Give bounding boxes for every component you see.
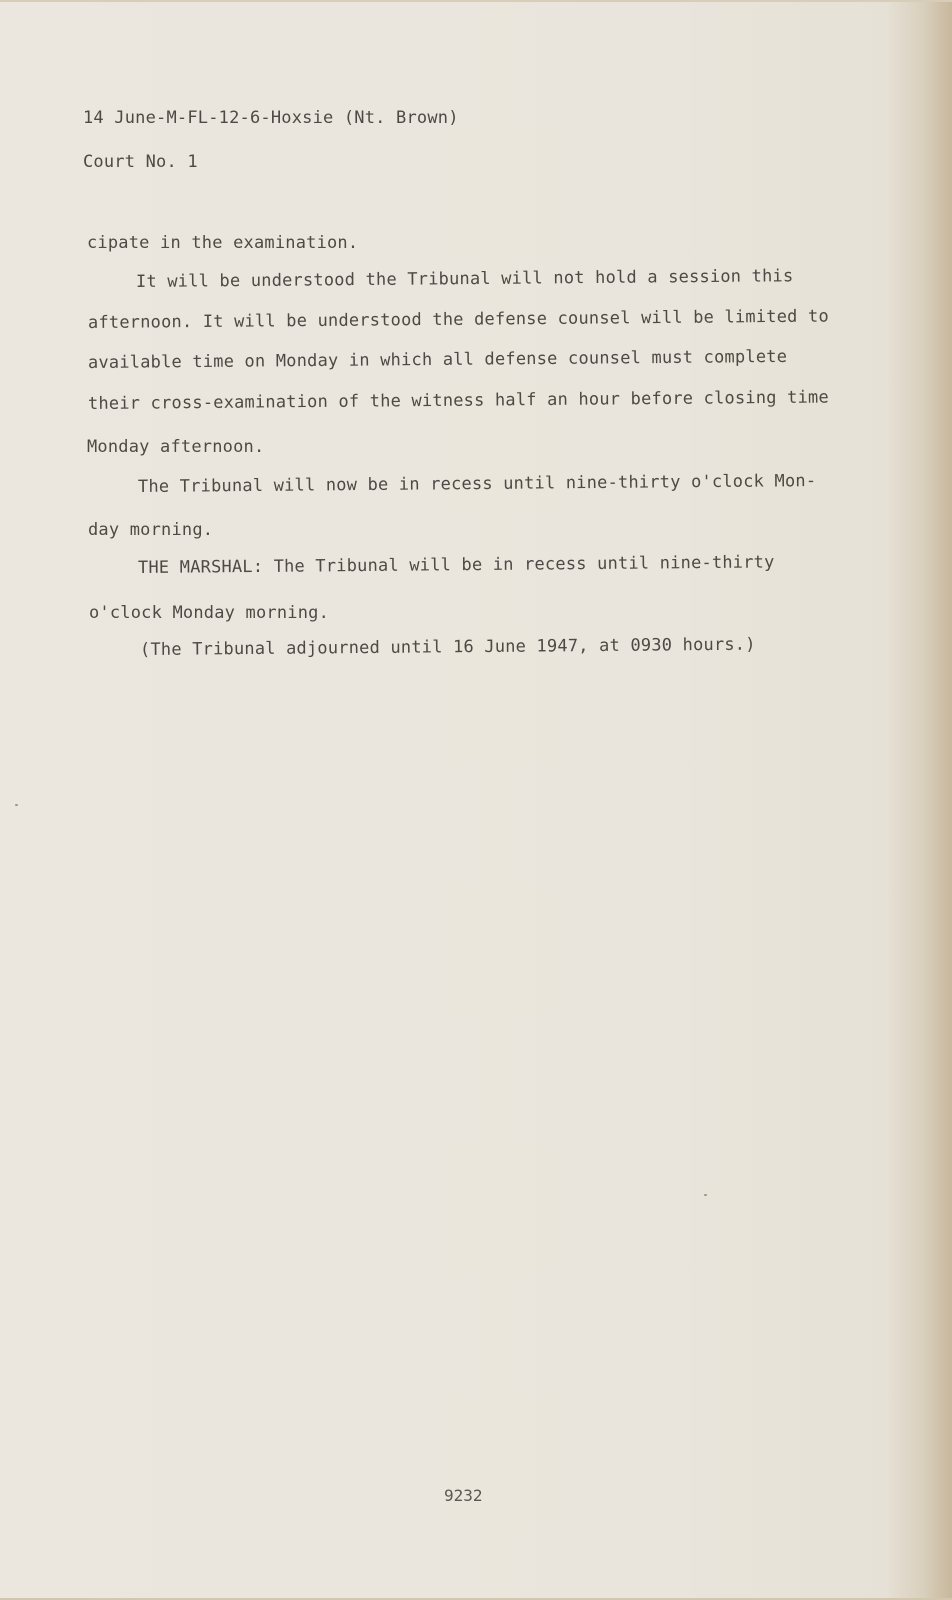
court-number: Court No. 1 [83, 152, 198, 172]
body-line: Monday afternoon. [87, 437, 265, 457]
page-number: 9232 [444, 1486, 483, 1505]
body-line: cipate in the examination. [87, 233, 359, 253]
body-line: day morning. [88, 520, 214, 540]
paper-speck [15, 804, 18, 806]
body-line: their cross-examination of the witness half an hour before closing time [87, 387, 829, 414]
adjournment-note: (The Tribunal adjourned until 16 June 1947, at 0930 hours.) [139, 634, 756, 660]
body-line: afternoon. It will be understood the defense counsel will be limited to [87, 306, 829, 333]
body-line: available time on Monday in which all defense counsel must complete [87, 346, 788, 373]
paper-speck [704, 1194, 707, 1196]
case-header: 14 June-M-FL-12-6-Hoxsie (Nt. Brown) [83, 108, 459, 128]
marshal-statement-line: THE MARSHAL: The Tribunal will be in recess until nine-thirty [137, 552, 775, 578]
body-line: It will be understood the Tribunal will not hold a session this [135, 266, 794, 292]
body-line: The Tribunal will now be in recess until nine-thirty o'clock Mon- [137, 471, 817, 497]
marshal-statement-line: o'clock Monday morning. [89, 603, 330, 623]
